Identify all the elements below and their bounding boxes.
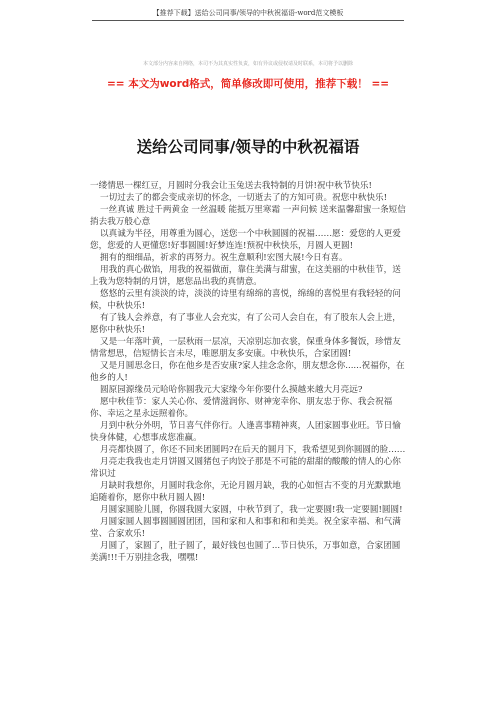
paragraph: 一缕情思一棵红豆，月圆时分我会让玉兔送去我特制的月饼!祝中秋节快乐!	[90, 181, 372, 191]
promo-banner: == 本文为word格式，简单修改即可使用，推荐下载！ ==	[106, 78, 390, 90]
paragraph: 一切过去了的都会变成亲切的怀念，一切逝去了的方知可贵。祝您中秋快乐!	[100, 193, 388, 203]
paragraph: 月亮都快圆了，你还不回来团圆吗?在后天的圆月下，我希望见到你圆圆的脸……	[100, 445, 406, 455]
paragraph: 愿中秋佳节：家人关心你、爱情滋润你、财神宠幸你、朋友忠于你、我会祝福你、幸运之星永远照着你。	[90, 397, 393, 419]
paragraph: 月圆家圆脸儿圆，你圆我圆大家圆，中秋节到了，我一定要圆!我一定要圆!圆圆!	[100, 505, 403, 515]
paragraph: 以真诚为半径，用尊重为圆心，送您一个中秋圆圆的祝福……愿：爱您的人更爱您，您爱的人更懂您!好事圆圆!好梦连连!预祝中秋快乐，月圆人更圆!	[90, 229, 401, 251]
paragraph: 用我的真心做馅，用我的祝福做面，靠住美满与甜蜜，在这美丽的中秋佳节，送上我为您特制的月饼，愿您品出我的真情意。	[90, 265, 401, 287]
paragraph: 悠悠的云里有淡淡的诗，淡淡的诗里有绵绵的喜悦，绵绵的喜悦里有我轻轻的问候，中秋快乐!	[90, 289, 401, 311]
paragraph: 月缺时我想你，月圆时我念你，无论月圆月缺，我的心如恒古不变的月光默默地追随着你，愿你中秋月圆人圆!	[90, 481, 401, 503]
document-body	[90, 180, 406, 564]
document-header-title: 【推荐下载】送给公司同事/领导的中秋祝福语-word范文模板	[152, 9, 344, 17]
paragraph: 又是一年落叶黄，一层秋雨一层凉，天凉别忘加衣裳，保重身体多餐饭，珍惜友情常想思，信短情长言未尽，唯愿朋友多安康。中秋快乐，合家团圆!	[90, 337, 401, 359]
paragraph: 有了钱人会养意，有了事业人会充实，有了公司人会自在，有了股东人会上进，愿你中秋快乐!	[90, 313, 401, 335]
paragraph: 拥有的细细品，祈求的再努力。祝生意顺利!宏图大展!今日有喜。	[100, 253, 348, 263]
paragraph: 月圆家圆人圆事圆圆圆团团，国和家和人和事和和和美美。祝全家幸福、和气满堂、合家欢乐!	[90, 517, 401, 539]
paragraph: 月亮走我我也走月饼圆又圆猪包子肉饺子那是不可能的甜甜的酸酸的情人的心你常识过	[90, 457, 401, 479]
paragraph: 月到中秋分外明，节日喜气伴你行。人逢喜事精神爽，人团家圆事业旺。节日愉快身体健，心想事成您准赢。	[90, 421, 401, 443]
paragraph: 又是月圆思念日，你在他乡是否安康?家人挂念念你，朋友想念你......祝福你，在他乡的人!	[90, 361, 405, 383]
paragraph: 一丝真诚 胜过千两黄金 一丝温暖 能抵万里寒霜 一声问候 送来温馨甜蜜一条短信 捎去我万般心意	[90, 205, 406, 227]
paragraph: 月圆了，家圆了，肚子圆了，最好钱包也圆了...节日快乐，万事如意，合家团圆美满!!!千万别挂念我，嘿嘿!	[90, 541, 401, 563]
header-divider	[92, 20, 404, 21]
disclaimer-text: 本文部分内容来自网络，本司不为其真实性负责，如有异议或侵权请及时联系，本司将予以删除	[142, 61, 353, 67]
page-title: 送给公司同事/领导的中秋祝福语	[136, 138, 360, 156]
paragraph: 圆原园源缘员元哈哈你圆我元大家缘今年你要什么摸越来越大月亮远?	[100, 385, 363, 395]
